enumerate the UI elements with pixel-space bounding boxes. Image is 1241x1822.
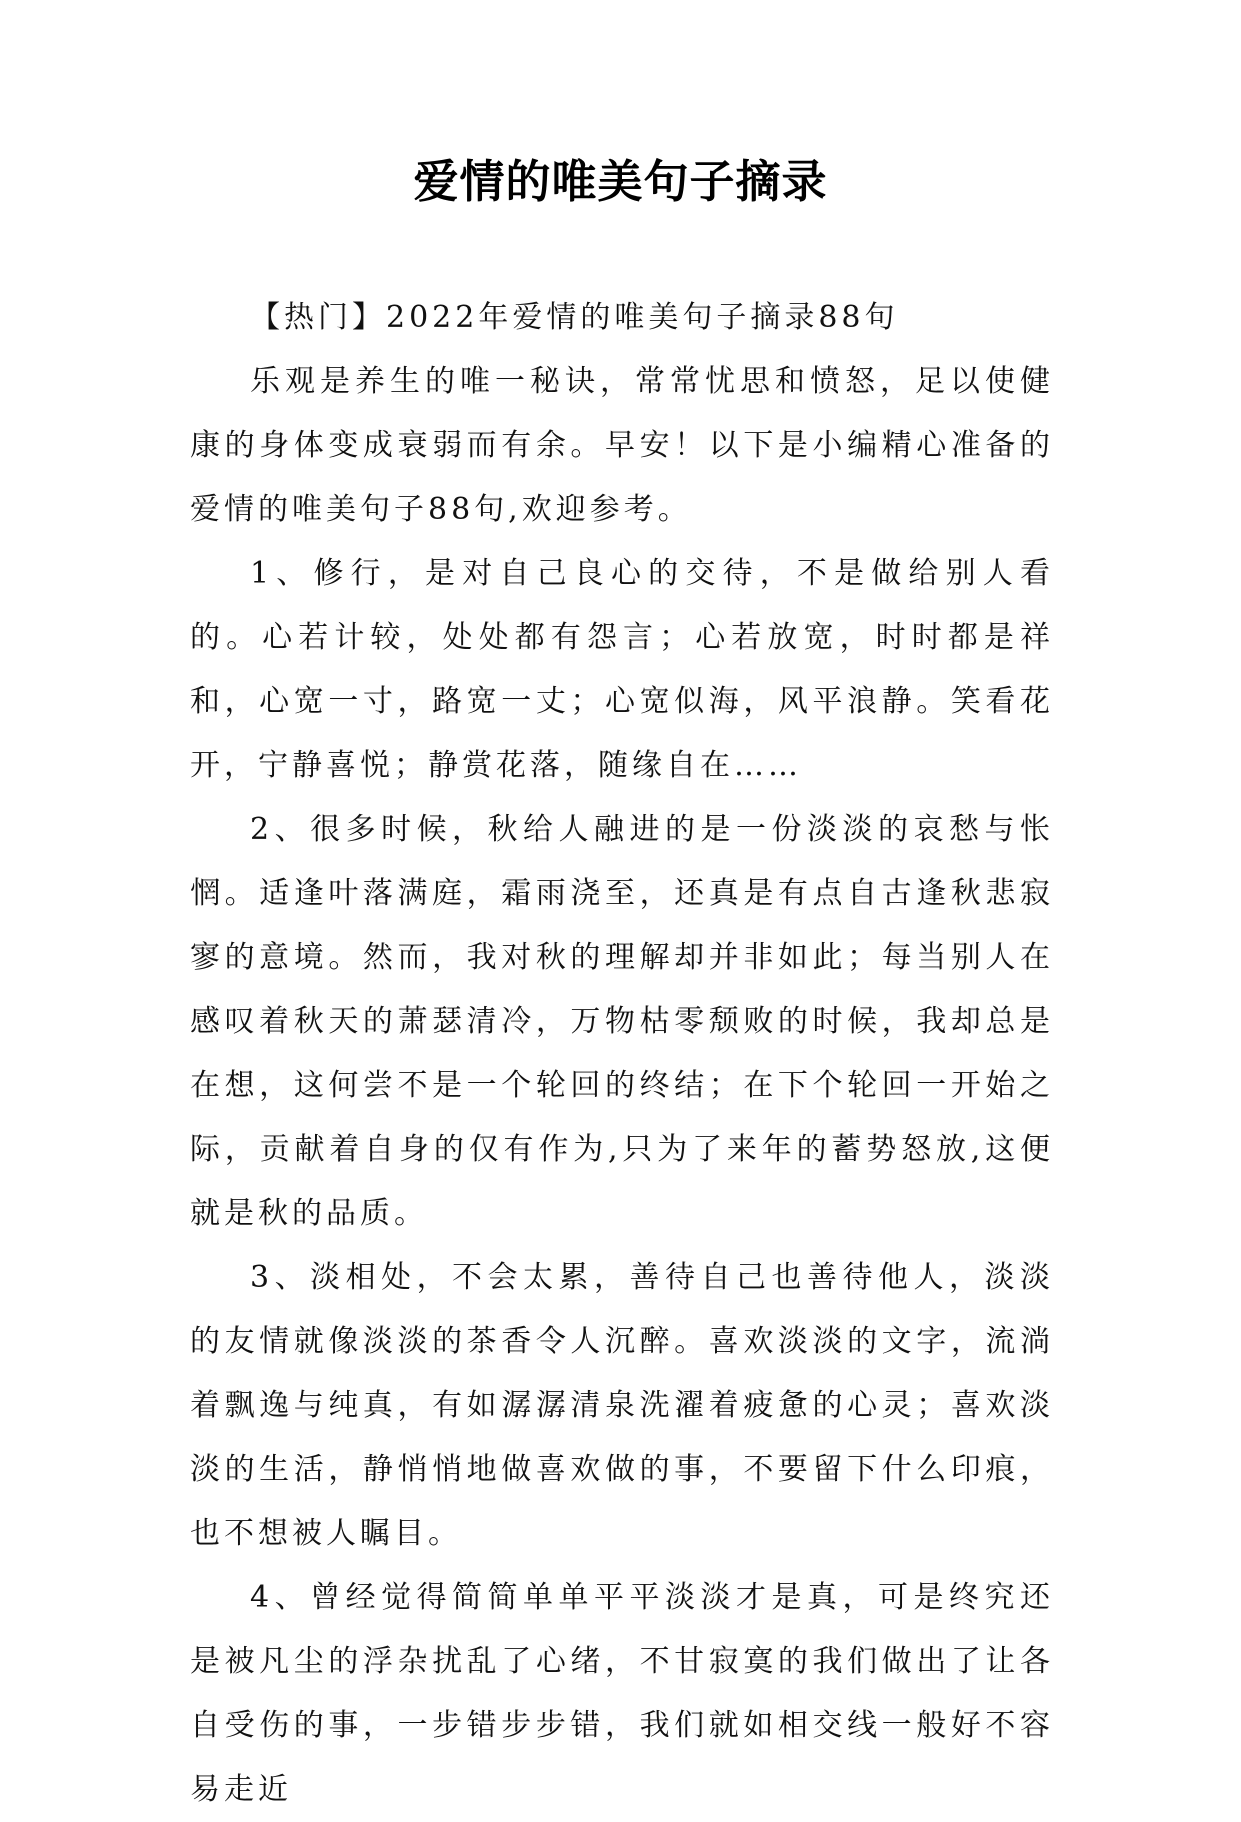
paragraph-item-1: 1、修行，是对自己良心的交待，不是做给别人看的。心若计较，处处都有怨言；心若放宽，时时都是祥和，心宽一寸，路宽一丈；心宽似海，风平浪静。笑看花开，宁静喜悦；静赏花落，随缘自在…… [190,556,1054,783]
paragraph-item-3: 3、淡相处，不会太累，善待自己也善待他人，淡淡的友情就像淡淡的茶香令人沉醉。喜欢淡淡的文字，流淌着飘逸与纯真，有如潺潺清泉洗濯着疲惫的心灵；喜欢淡淡的生活，静悄悄地做喜欢做的事，不要留下什么印痕，也不想被人瞩目。 [190,1260,1054,1551]
paragraph-headline: 【热门】2022年爱情的唯美句子摘录88句 [250,300,899,335]
paragraph-intro: 乐观是养生的唯一秘诀，常常忧思和愤怒，足以使健康的身体变成衰弱而有余。早安！以下是小编精心准备的爱情的唯美句子88句,欢迎参考。 [190,364,1054,527]
paragraph-item-4: 4、曾经觉得简简单单平平淡淡才是真，可是终究还是被凡尘的浮杂扰乱了心绪，不甘寂寞的我们做出了让各自受伤的事，一步错步步错，我们就如相交线一般好不容易走近 [190,1580,1054,1807]
paragraph-item-2: 2、很多时候，秋给人融进的是一份淡淡的哀愁与怅惘。适逢叶落满庭，霜雨浇至，还真是有点自古逢秋悲寂寥的意境。然而，我对秋的理解却并非如此；每当别人在感叹着秋天的萧瑟清冷，万物枯零颓败的时候，我却总是在想，这何尝不是一个轮回的终结；在下个轮回一开始之际，贡献着自身的仅有作为,只为了来年的蓄势怒放,这便就是秋的品质。 [190,812,1054,1231]
document-body [190,286,1054,1822]
document-title: 爱情的唯美句子摘录 [413,155,828,208]
